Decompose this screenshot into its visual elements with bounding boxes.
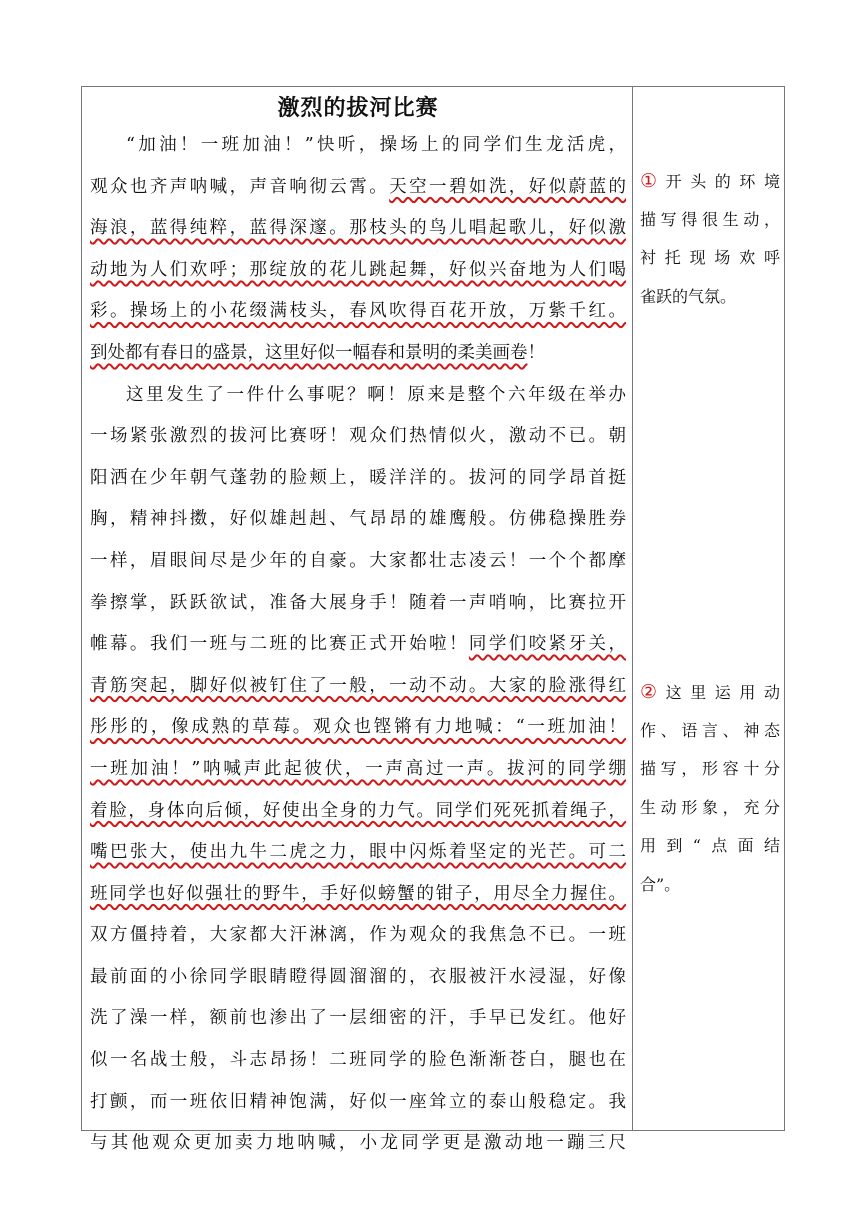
- text-segment: 洗了澡一样，额前也渗出了一层细密的汗，手早已发红。他好: [90, 1008, 626, 1029]
- annotation-line: 雀跃的气氛。: [640, 286, 737, 306]
- annotation-line: 描写得很生动，: [640, 209, 780, 229]
- text-segment: 拳擦掌，跃跃欲试，准备大展身手！随着一声哨响，比赛拉开: [90, 592, 626, 613]
- underlined-text: 青筋突起，脚好似被钉住了一般，一动不动。大家的脸涨得红: [90, 675, 626, 696]
- annotation-line: ②这里运用动: [640, 681, 780, 703]
- essay-line: [90, 291, 626, 333]
- essay-line: [90, 375, 626, 417]
- text-segment: 似一名战士般，斗志昂扬！二班同学的脸色渐渐苍白，腿也在: [90, 1050, 626, 1071]
- annotation-number: ①: [640, 170, 666, 192]
- annotation-line: 用到“点面结: [640, 836, 780, 855]
- essay-line: [90, 499, 626, 541]
- essay-line: [90, 915, 626, 957]
- essay-line: [90, 541, 626, 583]
- essay-line: [90, 624, 626, 666]
- text-segment: 双方僵持着，大家都大汗淋漓，作为观众的我焦急不已。一班: [90, 925, 626, 946]
- essay-body: [90, 125, 626, 1165]
- underlined-text: 天空一碧如洗，好似蔚蓝的: [389, 176, 627, 197]
- underlined-text: 同学们咬紧牙关，: [468, 634, 627, 655]
- essay-line: [90, 125, 626, 167]
- text-segment: 阳洒在少年朝气蓬勃的脸颊上，暖洋洋的。拔河的同学昂首挺: [90, 467, 626, 488]
- underlined-text: 一班加油！”呐喊声此起彼伏，一声高过一声。拔河的同学绷: [90, 758, 626, 779]
- underlined-text: 彩。操场上的小花缀满枝头，春风吹得百花开放，万紫千红。: [90, 301, 626, 322]
- column-divider: [632, 87, 633, 1130]
- underlined-text: 海浪，蓝得纯粹，蓝得深邃。那枝头的鸟儿唱起歌儿，好似激: [90, 218, 626, 239]
- text-segment: 打颤，而一班依旧精神饱满，好似一座耸立的泰山般稳定。我: [90, 1091, 626, 1112]
- essay-line: [90, 832, 626, 874]
- annotation-line: 描写，形容十分: [640, 759, 780, 778]
- annotation-line: 生动形象，充分: [640, 797, 780, 817]
- text-segment: 这里发生了一件什么事呢？啊！原来是整个六年级在举办: [126, 384, 626, 405]
- annotation-number: ②: [640, 681, 666, 703]
- annotation-2: [640, 673, 780, 904]
- text-segment: ！: [527, 342, 545, 363]
- annotation-line: 作、语言、神态: [640, 720, 780, 740]
- essay-line: [90, 874, 626, 916]
- underlined-text: 着脸，身体向后倾，好使出全身的力气。同学们死死抓着绳子，: [90, 800, 626, 821]
- text-segment: “加油！一班加油！”快听，操场上的同学们生龙活虎，: [126, 135, 626, 155]
- essay-line: [90, 583, 626, 625]
- text-segment: 观众也齐声呐喊，声音响彻云霄。: [90, 176, 390, 197]
- essay-line: [90, 749, 626, 791]
- underlined-text: 彤彤的，像成熟的草莓。观众也铿锵有力地喊：“一班加油！: [90, 717, 626, 738]
- underlined-text: 嘴巴张大，使出九牛二虎之力，眼中闪烁着坚定的光芒。可二: [90, 842, 626, 863]
- text-segment: 最前面的小徐同学眼睛瞪得圆溜溜的，衣服被汗水浸湿，好像: [90, 966, 626, 987]
- text-segment: 一场紧张激烈的拔河比赛呀！观众们热情似火，激动不已。朝: [90, 426, 626, 447]
- text-segment: 一样，眉眼间尽是少年的自豪。大家都壮志凌云！一个个都摩: [90, 550, 626, 571]
- essay-line: [90, 416, 626, 458]
- underlined-text: 动地为人们欢呼；那绽放的花儿跳起舞，好似兴奋地为人们喝: [90, 259, 626, 280]
- underlined-text: 班同学也好似强壮的野牛，手好似螃蟹的钳子，用尽全力握住。: [90, 883, 626, 904]
- essay-line: [90, 458, 626, 500]
- text-segment: 胸，精神抖擞，好似雄赳赳、气昂昂的雄鹰般。仿佛稳操胜券: [90, 509, 626, 530]
- essay-line: [90, 957, 626, 999]
- essay-line: [90, 791, 626, 833]
- essay-line: [90, 333, 626, 375]
- essay-line: [90, 666, 626, 708]
- essay-line: [90, 1123, 626, 1165]
- underlined-text: 到处都有春日的盛景，这里好似一幅春和景明的柔美画卷: [90, 342, 528, 363]
- essay-line: [90, 250, 626, 292]
- essay-line: [90, 208, 626, 250]
- text-segment: 与其他观众更加卖力地呐喊，小龙同学更是激动地一蹦三尺: [90, 1133, 626, 1154]
- essay-line: [90, 707, 626, 749]
- annotation-line: 合”。: [640, 874, 681, 894]
- annotation-line: 衬托现场欢呼: [640, 248, 780, 267]
- essay-line: [90, 1040, 626, 1082]
- essay-line: [90, 1082, 626, 1124]
- essay-line: [90, 998, 626, 1040]
- essay-table: [81, 86, 785, 1154]
- essay-title: 激烈的拔河比赛: [277, 96, 439, 121]
- essay-line: [90, 167, 626, 209]
- annotation-1: [640, 162, 780, 316]
- text-segment: 帷幕。我们一班与二班的比赛正式开始啦！: [90, 634, 469, 655]
- essay-column: [90, 87, 626, 1165]
- annotation-line: ①开头的环境: [640, 170, 780, 192]
